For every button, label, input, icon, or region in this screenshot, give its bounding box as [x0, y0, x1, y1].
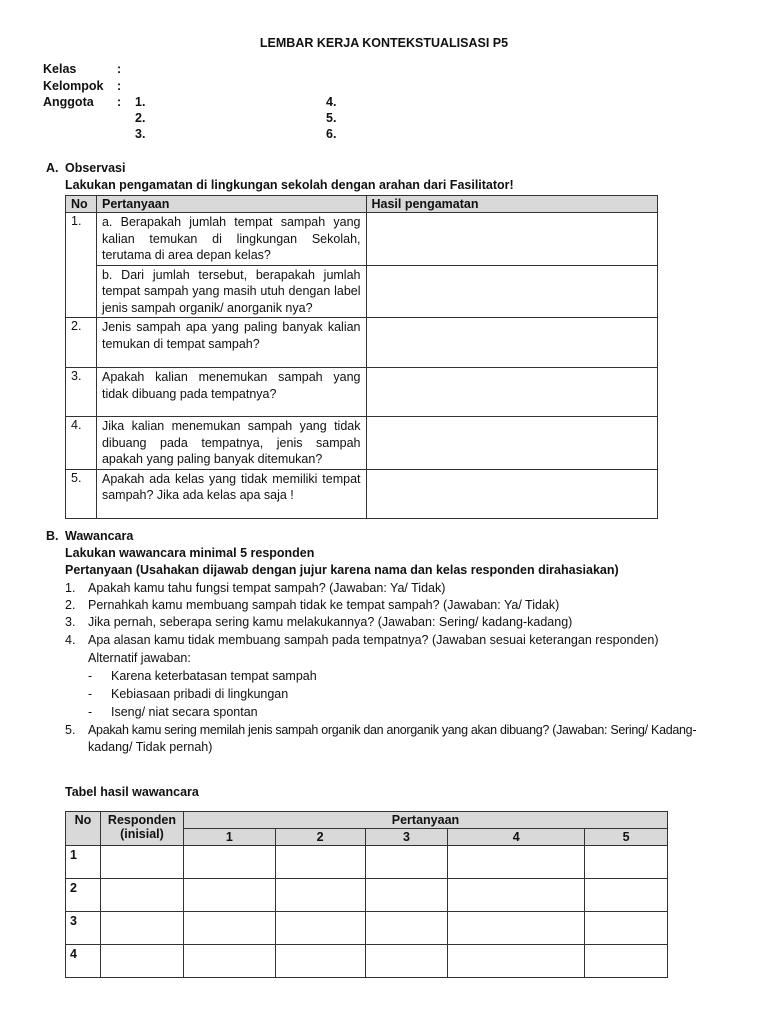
- interview-q-no: 1.: [65, 581, 76, 595]
- answer-cell[interactable]: [448, 945, 585, 978]
- answer-cell[interactable]: [365, 846, 448, 879]
- row-no: 1.: [66, 213, 97, 318]
- answer-cell[interactable]: [585, 846, 668, 879]
- responden-cell[interactable]: [100, 912, 183, 945]
- row-answer-cell[interactable]: [366, 417, 658, 470]
- row-question: Jenis sampah apa yang paling banyak kalian temukan di tempat sampah?: [96, 318, 366, 368]
- interview-q-text: Apa alasan kamu tidak membuang sampah pada tempatnya? (Jawaban sesuai keterangan responden): [88, 633, 659, 647]
- member-2: 2.: [135, 111, 146, 125]
- alt-dash: -: [88, 669, 93, 683]
- row-no: 5.: [66, 469, 97, 518]
- answer-cell[interactable]: [365, 912, 448, 945]
- row-answer-cell[interactable]: [366, 265, 658, 318]
- alt-dash: -: [88, 687, 93, 701]
- col-no-header: No: [66, 196, 97, 213]
- row-no: 3: [66, 912, 101, 945]
- member-5: 5.: [326, 111, 337, 125]
- answer-cell[interactable]: [275, 912, 365, 945]
- kelas-label: Kelas: [43, 62, 77, 76]
- answer-cell[interactable]: [365, 879, 448, 912]
- row-question: Apakah kalian menemukan sampah yang tidak dibuang pada tempatnya?: [96, 368, 366, 417]
- interview-q-text: Apakah kamu tahu fungsi tempat sampah? (Jawaban: Ya/ Tidak): [88, 581, 446, 595]
- q-col-header: 2: [275, 829, 365, 846]
- member-4: 4.: [326, 95, 337, 109]
- q-col-header: 3: [365, 829, 448, 846]
- row-answer-cell[interactable]: [366, 318, 658, 368]
- answer-cell[interactable]: [585, 912, 668, 945]
- section-a-instruction: Lakukan pengamatan di lingkungan sekolah dengan arahan dari Fasilitator!: [65, 178, 514, 192]
- col-no-header: No: [66, 812, 101, 846]
- row-question: b. Dari jumlah tersebut, berapakah jumlah tempat sampah yang masih utuh dengan label jenis sampah organik/ anorganik nya?: [96, 265, 366, 318]
- table-row: [66, 318, 658, 368]
- anggota-label: Anggota: [43, 95, 94, 109]
- section-a-heading: Observasi: [65, 161, 126, 175]
- interview-results-table: [65, 811, 668, 978]
- responden-cell[interactable]: [100, 846, 183, 879]
- row-no: 4: [66, 945, 101, 978]
- table-row: [66, 213, 658, 266]
- answer-cell[interactable]: [183, 879, 275, 912]
- interview-q-text-cont: kadang/ Tidak pernah): [88, 740, 213, 754]
- results-table-caption: Tabel hasil wawancara: [65, 785, 199, 799]
- answer-cell[interactable]: [585, 879, 668, 912]
- kelompok-colon: :: [117, 79, 122, 93]
- row-question: a. Berapakah jumlah tempat sampah yang kalian temukan di lingkungan Sekolah, terutama di area depan kelas?: [96, 213, 366, 266]
- q-col-header: 1: [183, 829, 275, 846]
- answer-cell[interactable]: [183, 945, 275, 978]
- answer-cell[interactable]: [448, 912, 585, 945]
- row-no: 3.: [66, 368, 97, 417]
- alternative-item: Kebiasaan pribadi di lingkungan: [111, 687, 289, 701]
- member-3: 3.: [135, 127, 146, 141]
- observation-table: [65, 195, 658, 519]
- row-no: 2.: [66, 318, 97, 368]
- section-b-marker: B.: [46, 529, 59, 543]
- member-1: 1.: [135, 95, 146, 109]
- table-row: [66, 879, 668, 912]
- responden-label: Responden: [107, 813, 176, 827]
- responden-cell[interactable]: [100, 879, 183, 912]
- alternative-item: Iseng/ niat secara spontan: [111, 705, 258, 719]
- inisial-label: (inisial): [120, 827, 164, 841]
- answer-cell[interactable]: [183, 912, 275, 945]
- row-no: 2: [66, 879, 101, 912]
- alt-dash: -: [88, 705, 93, 719]
- row-question: Apakah ada kelas yang tidak memiliki tempat sampah? Jika ada kelas apa saja !: [96, 469, 366, 518]
- table-row: [66, 265, 658, 318]
- col-responden-header: [100, 812, 183, 846]
- table-row: [66, 469, 658, 518]
- answer-cell[interactable]: [448, 846, 585, 879]
- col-result-header: Hasil pengamatan: [366, 196, 658, 213]
- section-a-marker: A.: [46, 161, 59, 175]
- interview-q-no: 2.: [65, 598, 76, 612]
- interview-q-no: 5.: [65, 723, 76, 737]
- row-no: 1: [66, 846, 101, 879]
- answer-cell[interactable]: [275, 846, 365, 879]
- table-row: [66, 417, 658, 470]
- table-row: [66, 945, 668, 978]
- responden-cell[interactable]: [100, 945, 183, 978]
- interview-q-no: 3.: [65, 615, 76, 629]
- q-col-header: 5: [585, 829, 668, 846]
- anggota-colon: :: [117, 95, 122, 109]
- table-row: [66, 368, 658, 417]
- kelas-colon: :: [117, 62, 122, 76]
- row-answer-cell[interactable]: [366, 368, 658, 417]
- kelompok-label: Kelompok: [43, 79, 104, 93]
- row-no: 4.: [66, 417, 97, 470]
- section-b-heading: Wawancara: [65, 529, 134, 543]
- col-pertanyaan-header: Pertanyaan: [183, 812, 667, 829]
- row-answer-cell[interactable]: [366, 469, 658, 518]
- q-col-header: 4: [448, 829, 585, 846]
- row-question: Jika kalian menemukan sampah yang tidak dibuang pada tempatnya, jenis sampah apakah yang paling banyak ditemukan?: [96, 417, 366, 470]
- interview-q-text: Apakah kamu sering memilah jenis sampah organik dan anorganik yang akan dibuang? (Jawaban: Sering/ Kadang-: [88, 723, 697, 737]
- page-title: LEMBAR KERJA KONTEKSTUALISASI P5: [259, 36, 509, 50]
- answer-cell[interactable]: [365, 945, 448, 978]
- table-row: [66, 846, 668, 879]
- interview-q-no: 4.: [65, 633, 76, 647]
- answer-cell[interactable]: [448, 879, 585, 912]
- interview-q-text: Jika pernah, seberapa sering kamu melakukannya? (Jawaban: Sering/ kadang-kadang): [88, 615, 573, 629]
- answer-cell[interactable]: [585, 945, 668, 978]
- answer-cell[interactable]: [183, 846, 275, 879]
- member-6: 6.: [326, 127, 337, 141]
- section-b-instruction2: Pertanyaan (Usahakan dijawab dengan jujur karena nama dan kelas responden dirahasiakan): [65, 563, 619, 577]
- alternative-item: Karena keterbatasan tempat sampah: [111, 669, 317, 683]
- col-question-header: Pertanyaan: [96, 196, 366, 213]
- table-row: [66, 912, 668, 945]
- answer-cell[interactable]: [275, 945, 365, 978]
- row-answer-cell[interactable]: [366, 213, 658, 266]
- alternatives-label: Alternatif jawaban:: [88, 651, 191, 665]
- interview-q-text: Pernahkah kamu membuang sampah tidak ke tempat sampah? (Jawaban: Ya/ Tidak): [88, 598, 560, 612]
- section-b-instruction1: Lakukan wawancara minimal 5 responden: [65, 546, 315, 560]
- answer-cell[interactable]: [275, 879, 365, 912]
